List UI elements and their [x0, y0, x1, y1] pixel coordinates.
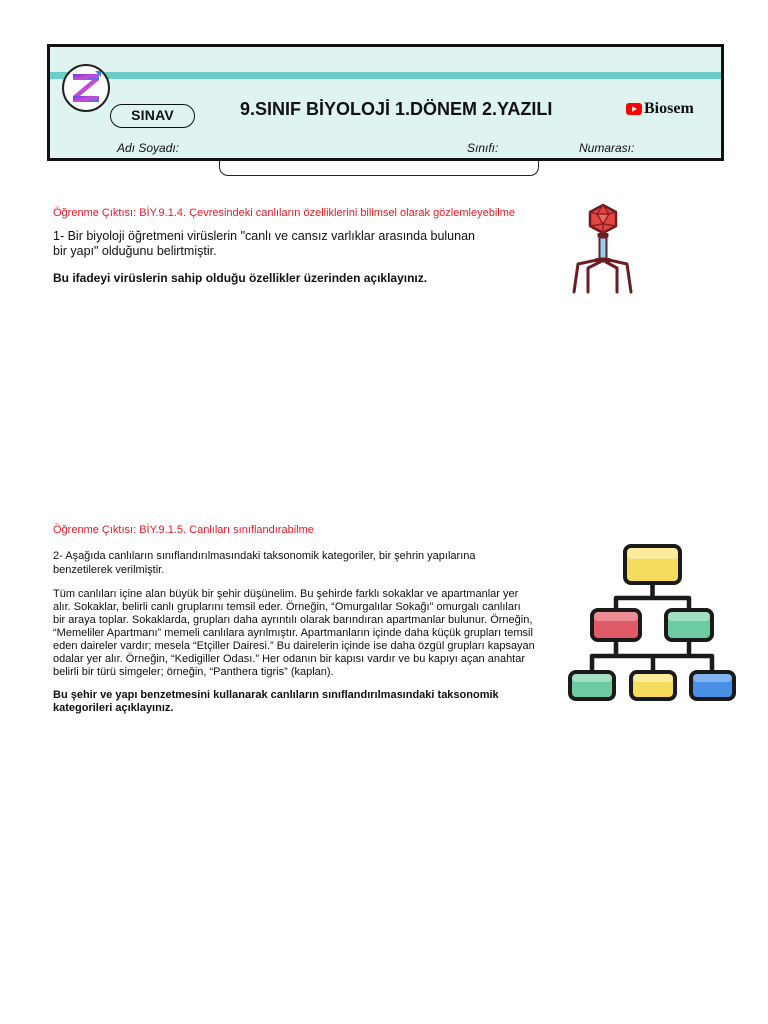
tree-node-bottom-left — [570, 672, 614, 699]
class-field-label: Sınıfı: — [467, 141, 499, 155]
channel-credit — [626, 100, 694, 118]
virus-head — [590, 205, 616, 233]
exam-header — [47, 44, 724, 161]
passage-line: alır. Sokaklar, belirli canlı gruplarını temsil eder. Örneğin, “Omurgalılar Sokağı” omurgalı canlıları — [53, 601, 521, 613]
exam-label-badge: SINAV — [110, 104, 195, 128]
passage-line: odalar yer alır. Örneğin, “Kedigiller Odası.” Her odanın bir kapısı vardır ve bu kapıyı açan anahtar — [53, 653, 526, 665]
virus-leg — [606, 262, 617, 292]
tree-node-middle-right — [666, 610, 712, 640]
task-line: kategorileri açıklayınız. — [53, 702, 174, 714]
question-1-task: Bu ifadeyi virüslerin sahip olduğu özellikler üzerinden açıklayınız. — [53, 271, 428, 285]
number-field-label: Numarası: — [579, 141, 635, 155]
question-1-prompt-line: 1- Bir biyoloji öğretmeni virüslerin "canlı ve cansız varlıklar arasında bulunan — [53, 229, 475, 243]
youtube-icon — [626, 103, 642, 115]
learning-outcome-1: Öğrenme Çıktısı: BİY.9.1.4. Çevresindeki canlıların özelliklerini bilimsel olarak gözlemleyebilme — [53, 207, 515, 219]
city-analogy-passage — [53, 588, 535, 679]
answer-area-2 — [53, 720, 563, 1010]
passage-line: bir araya toplar. Sokaklarda, grupları daha ayrıntılı olarak barındıran apartmanlar bulunur. Örneğin, — [53, 614, 533, 626]
z-logo-icon — [61, 63, 111, 113]
exam-title: 9.SINIF BİYOLOJİ 1.DÖNEM 2.YAZILI — [240, 99, 553, 119]
question-2-task — [53, 689, 499, 715]
answer-area-1 — [53, 296, 563, 506]
tree-node-middle-left — [592, 610, 640, 640]
hierarchy-icon — [566, 543, 738, 703]
question-2-prompt-line: benzetilerek verilmiştir. — [53, 564, 165, 576]
learning-outcome-2: Öğrenme Çıktısı: BİY.9.1.5. Canlıları sınıflandırabilme — [53, 524, 314, 536]
question-2-prompt-line: 2- Aşağıda canlıların sınıflandırılmasındaki taksonomik kategoriler, bir şehrin yapılarına — [53, 550, 476, 562]
virus-leg — [588, 262, 600, 292]
passage-line: Tüm canlıları içine alan büyük bir şehir düşünelim. Bu şehirde farklı sokaklar ve apartmanlar yer — [53, 588, 519, 600]
passage-line: eden daireler vardır; mesela “Etçiller Dairesi.” Bu dairelerin içinde ise daha özgül grupları kapsayan — [53, 640, 535, 652]
passage-line: “Memeliler Apartmanı” memeli canlılara ayrılmıştır. Apartmanların içinde daha küçük grupları temsil — [53, 627, 533, 639]
passage-line: belirli bir türü simgeler; örneğin, “Panthera tigris” (kaplan). — [53, 666, 334, 678]
tree-node-top — [625, 546, 680, 583]
question-1-prompt-line: bir yapı" olduğunu belirtmiştir. — [53, 244, 217, 258]
tree-node-bottom-right — [691, 672, 734, 699]
bacteriophage-icon — [570, 203, 634, 295]
tree-node-bottom-middle — [631, 672, 675, 699]
header-accent-stripe — [50, 72, 721, 79]
virus-tail — [600, 238, 607, 259]
task-line: Bu şehir ve yapı benzetmesini kullanarak canlıların sınıflandırılmasındaki taksonomik — [53, 689, 499, 701]
channel-name: Biosem — [644, 100, 694, 117]
name-field-label: Adı Soyadı: — [117, 141, 180, 155]
